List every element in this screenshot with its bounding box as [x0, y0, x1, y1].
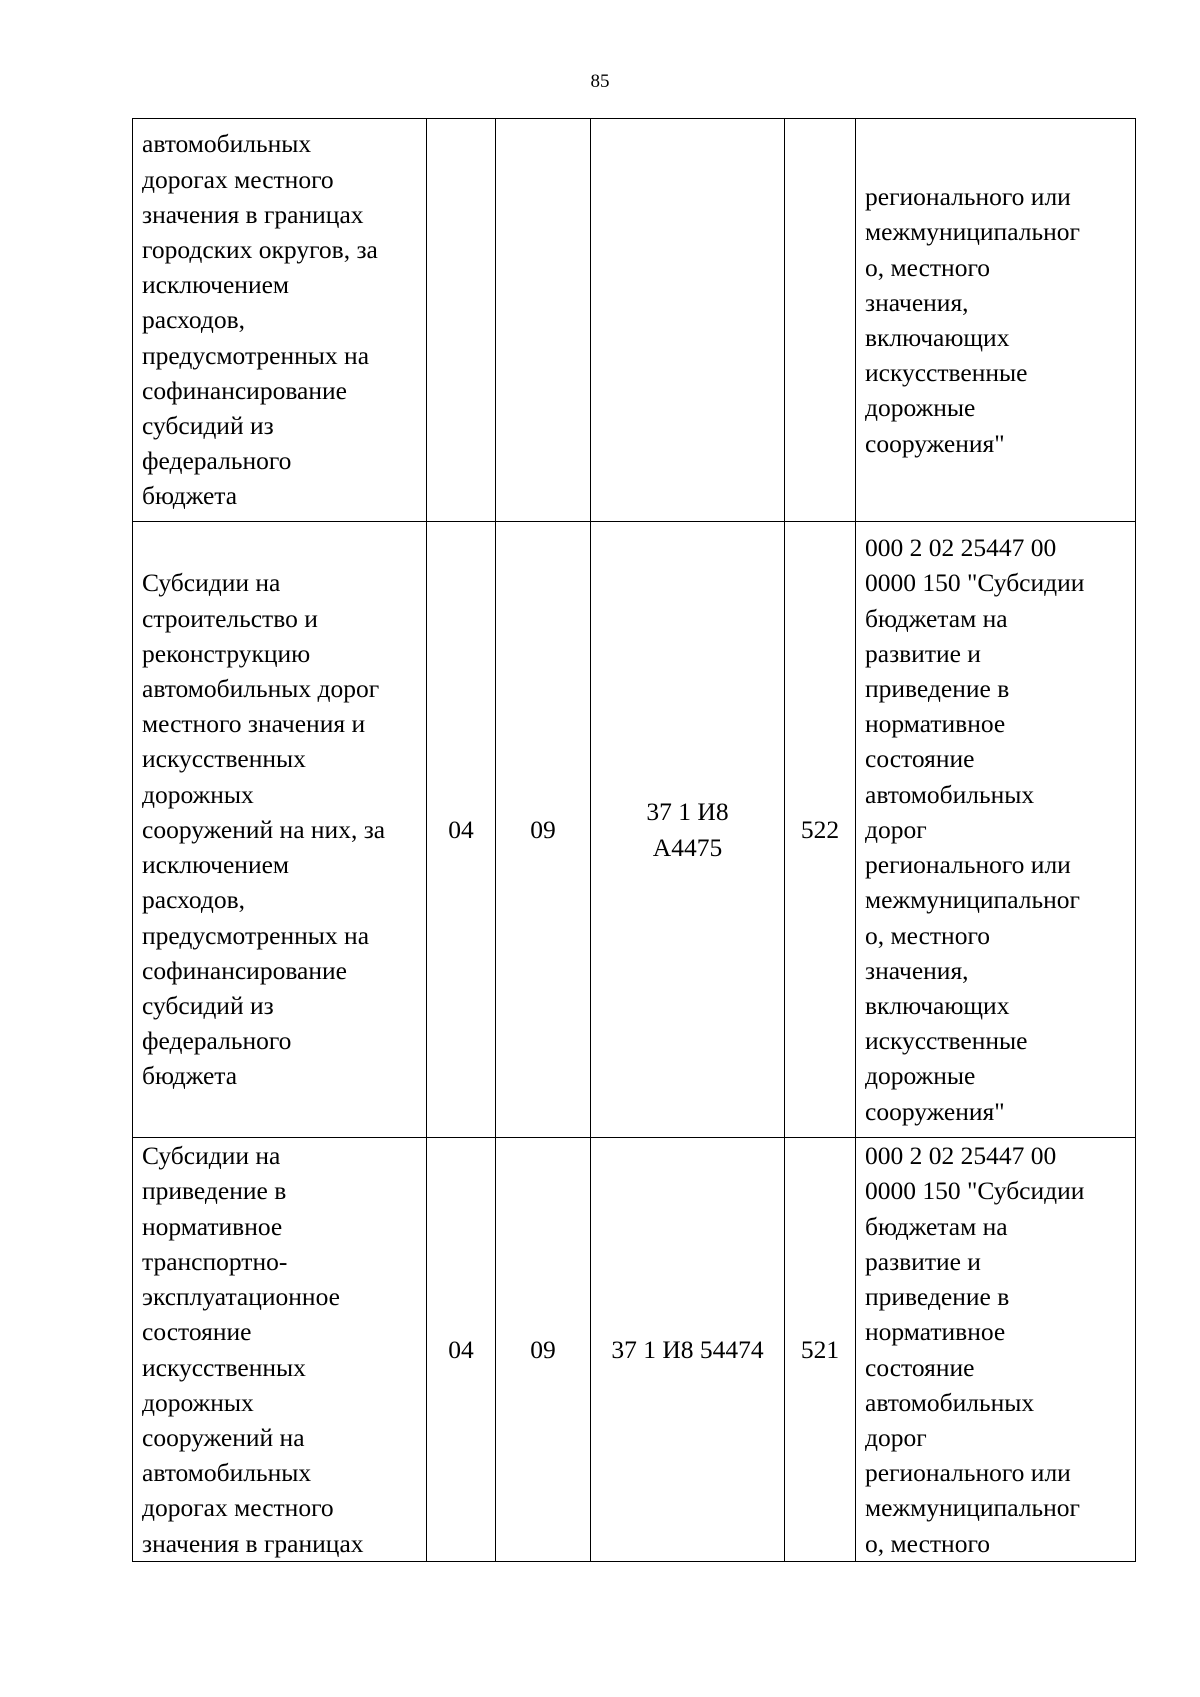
budget-table: [132, 118, 1136, 1562]
cell-csr: 37 1 И8 А4475: [591, 522, 785, 1138]
cell-rz: [427, 119, 496, 522]
cell-pr: 09: [496, 1138, 591, 1562]
table-row: [133, 119, 1136, 522]
cell-source: 000 2 02 25447 00 0000 150 "Субсидии бюджетам на развитие и приведение в нормативное состояние автомобильных дорог регионального или межмуниципальног о, местного: [856, 1138, 1136, 1562]
table-row: [133, 522, 1136, 1138]
cell-pr: [496, 119, 591, 522]
cell-rz: 04: [427, 1138, 496, 1562]
cell-pr: 09: [496, 522, 591, 1138]
cell-vr: 522: [785, 522, 856, 1138]
cell-csr: 37 1 И8 54474: [591, 1138, 785, 1562]
cell-name: Субсидии на приведение в нормативное транспортно- эксплуатационное состояние искусственных дорожных сооружений на автомобильных дорогах местного значения в границах: [133, 1138, 427, 1562]
table-row: [133, 1138, 1136, 1562]
cell-rz: 04: [427, 522, 496, 1138]
cell-vr: [785, 119, 856, 522]
cell-csr: [591, 119, 785, 522]
cell-name: Субсидии на строительство и реконструкцию автомобильных дорог местного значения и искусственных дорожных сооружений на них, за исключением расходов, предусмотренных на софинансирование субсидий из федерального бюджета: [133, 522, 427, 1138]
cell-source: 000 2 02 25447 00 0000 150 "Субсидии бюджетам на развитие и приведение в нормативное состояние автомобильных дорог регионального или межмуниципальног о, местного значения, включающих искусственные дорожные сооружения": [856, 522, 1136, 1138]
cell-name: автомобильных дорогах местного значения в границах городских округов, за исключением расходов, предусмотренных на софинансирование субсидий из федерального бюджета: [133, 119, 427, 522]
cell-vr: 521: [785, 1138, 856, 1562]
page-number: 85: [590, 71, 610, 92]
cell-source: регионального или межмуниципальног о, местного значения, включающих искусственные дорожные сооружения": [856, 119, 1136, 522]
